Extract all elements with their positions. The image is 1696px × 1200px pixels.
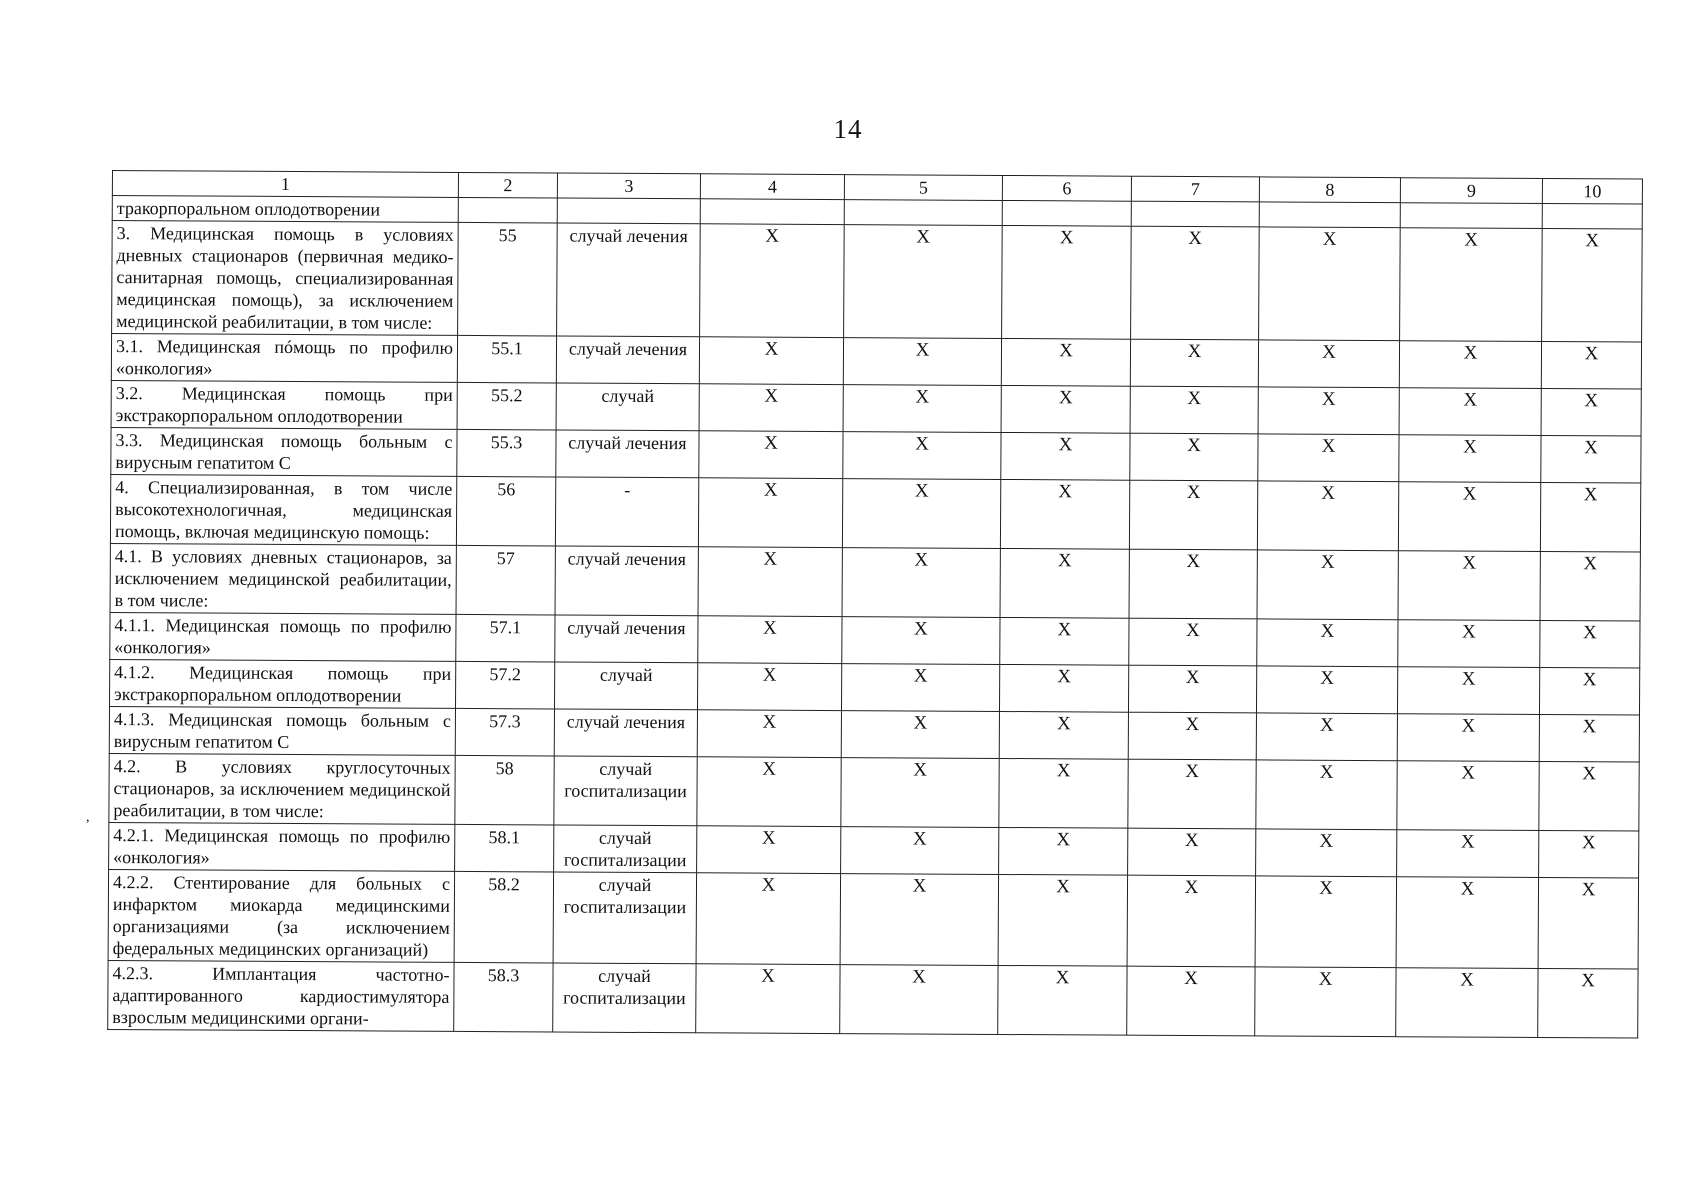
row-value: X bbox=[1256, 713, 1397, 761]
row-value: X bbox=[1002, 225, 1132, 339]
row-value: X bbox=[1397, 830, 1539, 878]
row-code: 55.2 bbox=[457, 382, 556, 430]
row-value: X bbox=[1128, 828, 1256, 876]
row-value: X bbox=[1540, 551, 1640, 621]
row-value: X bbox=[1000, 548, 1129, 618]
row-code: 55.1 bbox=[457, 335, 556, 383]
column-number: 8 bbox=[1259, 177, 1400, 203]
row-value: X bbox=[1130, 386, 1258, 434]
row-value: X bbox=[1130, 433, 1258, 481]
row-name: тракорпоральном оплодотворении bbox=[112, 196, 458, 223]
row-value: X bbox=[697, 826, 841, 874]
row-value: X bbox=[840, 874, 999, 966]
column-number: 3 bbox=[557, 173, 700, 199]
row-name: 3.3. Медицинская помощь больным с вирусным гепатитом С bbox=[111, 427, 457, 476]
data-table bbox=[107, 170, 1643, 1039]
row-unit: случай госпитализации bbox=[553, 963, 696, 1033]
table-row bbox=[110, 612, 1640, 668]
row-value: X bbox=[1399, 435, 1541, 483]
row-value: X bbox=[696, 964, 840, 1034]
column-number: 7 bbox=[1131, 176, 1259, 202]
row-value: X bbox=[1398, 482, 1540, 552]
row-value: X bbox=[1400, 228, 1543, 342]
row-value: X bbox=[1397, 761, 1539, 831]
column-number: 2 bbox=[458, 172, 557, 198]
row-name: 4. Специализированная, в том числе высокотехнологичная, медицинская помощь, включая медицинскую помощь: bbox=[110, 474, 456, 545]
row-value: X bbox=[1000, 617, 1129, 665]
row-unit: случай лечения bbox=[554, 709, 697, 757]
row-value: X bbox=[999, 827, 1128, 875]
row-value bbox=[1002, 200, 1131, 226]
row-value: X bbox=[841, 827, 999, 875]
page-number: 14 bbox=[833, 114, 863, 144]
row-code: 58.3 bbox=[454, 962, 553, 1032]
row-value: X bbox=[1129, 549, 1257, 619]
row-unit: случай лечения bbox=[556, 430, 699, 478]
row-value: X bbox=[1258, 340, 1399, 388]
row-unit bbox=[557, 198, 700, 224]
row-value: X bbox=[1396, 968, 1538, 1038]
row-unit: случай лечения bbox=[556, 336, 699, 384]
row-value bbox=[1259, 202, 1400, 228]
row-value: X bbox=[1001, 338, 1130, 386]
table-row bbox=[111, 380, 1641, 436]
table-row bbox=[110, 543, 1640, 621]
row-value: X bbox=[697, 663, 841, 711]
row-value: X bbox=[1000, 479, 1129, 549]
column-number: 5 bbox=[844, 175, 1002, 201]
row-value: X bbox=[1541, 435, 1641, 483]
row-value: X bbox=[1396, 877, 1539, 969]
row-code: 56 bbox=[456, 476, 555, 546]
table-body bbox=[108, 196, 1643, 1039]
row-unit: случай bbox=[556, 383, 699, 431]
column-number: 1 bbox=[112, 171, 458, 198]
row-value: X bbox=[1399, 388, 1541, 436]
row-value: X bbox=[1129, 618, 1257, 666]
row-code: 57.1 bbox=[456, 614, 555, 662]
row-value: X bbox=[999, 711, 1128, 759]
table-row bbox=[110, 474, 1640, 552]
row-value bbox=[1542, 203, 1642, 229]
row-value: X bbox=[1542, 228, 1643, 342]
row-value: X bbox=[1129, 480, 1257, 550]
row-value: X bbox=[843, 338, 1001, 386]
row-name: 4.2.3. Имплантация частотно-адаптированного кардиостимулятора взрослым медицинскими органи- bbox=[108, 960, 454, 1031]
row-value: X bbox=[700, 224, 845, 338]
row-unit: - bbox=[555, 477, 698, 547]
row-value: X bbox=[1539, 667, 1639, 715]
table-row bbox=[111, 334, 1641, 390]
row-value: X bbox=[843, 432, 1001, 480]
row-value: X bbox=[999, 664, 1128, 712]
row-value: X bbox=[1001, 432, 1130, 480]
row-value: X bbox=[1540, 482, 1640, 552]
row-value: X bbox=[1128, 759, 1256, 829]
row-value: X bbox=[697, 710, 841, 758]
row-code: 55.3 bbox=[457, 429, 556, 477]
row-value: X bbox=[1397, 667, 1539, 715]
row-value: X bbox=[843, 385, 1001, 433]
column-number: 9 bbox=[1400, 178, 1542, 204]
row-value: X bbox=[699, 384, 843, 432]
row-name: 3.1. Медицинская пóмощь по профилю «онкология» bbox=[111, 334, 457, 383]
row-name: 4.2.2. Стентирование для больных с инфарктом миокарда медицинскими организациями (за исключением федеральных медицинских организаций) bbox=[108, 869, 455, 962]
row-value: X bbox=[1538, 968, 1638, 1038]
row-code bbox=[458, 197, 557, 223]
row-value: X bbox=[998, 965, 1127, 1035]
row-value: X bbox=[1255, 876, 1397, 968]
row-value: X bbox=[842, 479, 1000, 549]
row-value: X bbox=[1257, 481, 1398, 551]
row-value bbox=[1131, 201, 1259, 227]
row-name: 3. Медицинская помощь в условиях дневных стационаров (первичная медико-санитарная помощь, специализированная медицинская помощь), за исключением медицинской реабилитации, в том числе: bbox=[112, 221, 459, 336]
row-value: X bbox=[1259, 227, 1401, 341]
row-value: X bbox=[1539, 714, 1639, 762]
row-value bbox=[700, 199, 844, 225]
row-value: X bbox=[1258, 434, 1399, 482]
stray-mark: , bbox=[86, 810, 90, 825]
row-unit: случай лечения bbox=[557, 223, 701, 337]
row-value: X bbox=[1131, 226, 1260, 340]
row-value: X bbox=[1130, 339, 1258, 387]
row-value: X bbox=[1256, 760, 1397, 830]
row-value: X bbox=[696, 873, 841, 965]
row-name: 4.2. В условиях круглосуточных стационаров, за исключением медицинской реабилитации, в том числе: bbox=[109, 753, 455, 824]
row-value: X bbox=[840, 965, 998, 1035]
row-unit: случай госпитализации bbox=[553, 872, 697, 964]
row-name: 4.2.1. Медицинская помощь по профилю «онкология» bbox=[109, 822, 455, 871]
row-value: X bbox=[699, 431, 843, 479]
row-value: X bbox=[841, 664, 999, 712]
row-value: X bbox=[1539, 830, 1639, 878]
row-value bbox=[1400, 203, 1542, 229]
row-value: X bbox=[841, 711, 999, 759]
table-row bbox=[110, 659, 1640, 715]
row-value: X bbox=[1256, 829, 1397, 877]
row-unit: случай лечения bbox=[555, 615, 698, 663]
row-code: 57.3 bbox=[455, 708, 554, 756]
row-value: X bbox=[1539, 761, 1639, 831]
table-row bbox=[109, 706, 1639, 762]
column-number: 6 bbox=[1002, 175, 1131, 201]
table-row bbox=[109, 753, 1639, 831]
row-code: 58.2 bbox=[454, 871, 554, 963]
row-value: X bbox=[1399, 341, 1541, 389]
row-value: X bbox=[1256, 666, 1397, 714]
table-row bbox=[108, 869, 1638, 969]
row-value: X bbox=[1255, 967, 1396, 1037]
row-code: 57.2 bbox=[455, 661, 554, 709]
row-unit: случай госпитализации bbox=[554, 756, 697, 826]
row-value: X bbox=[698, 478, 842, 548]
row-name: 4.1. В условиях дневных стационаров, за исключением медицинской реабилитации, в том числе: bbox=[110, 543, 456, 614]
row-value: X bbox=[842, 548, 1000, 618]
row-unit: случай госпитализации bbox=[554, 825, 697, 873]
row-value: X bbox=[1541, 341, 1641, 389]
row-name: 4.1.3. Медицинская помощь больным с вирусным гепатитом С bbox=[109, 706, 455, 755]
row-value: X bbox=[1258, 387, 1399, 435]
row-name: 4.1.1. Медицинская помощь по профилю «онкология» bbox=[110, 612, 456, 661]
row-value: X bbox=[697, 757, 841, 827]
row-value: X bbox=[1540, 620, 1640, 668]
row-value: X bbox=[698, 616, 842, 664]
row-code: 55 bbox=[458, 222, 558, 336]
row-value: X bbox=[1001, 385, 1130, 433]
row-value: X bbox=[844, 225, 1003, 339]
row-value: X bbox=[1541, 388, 1641, 436]
row-value: X bbox=[1128, 712, 1256, 760]
row-unit: случай лечения bbox=[555, 546, 698, 616]
row-code: 57 bbox=[456, 545, 555, 615]
row-value: X bbox=[1398, 620, 1540, 668]
row-value: X bbox=[1127, 875, 1256, 967]
column-number: 10 bbox=[1542, 178, 1642, 204]
row-value: X bbox=[1257, 550, 1398, 620]
row-value bbox=[844, 200, 1002, 226]
row-value: X bbox=[1538, 877, 1639, 969]
row-unit: случай bbox=[554, 662, 697, 710]
row-value: X bbox=[1398, 551, 1540, 621]
row-value: X bbox=[699, 337, 843, 385]
row-name: 3.2. Медицинская помощь при экстракорпоральном оплодотворении bbox=[111, 380, 457, 429]
table-row bbox=[112, 221, 1643, 343]
row-value: X bbox=[841, 758, 999, 828]
column-number: 4 bbox=[700, 174, 844, 200]
table-row bbox=[109, 822, 1639, 878]
row-value: X bbox=[998, 874, 1128, 966]
row-value: X bbox=[999, 758, 1128, 828]
row-name: 4.1.2. Медицинская помощь при экстракорпоральном оплодотворении bbox=[110, 659, 456, 708]
row-value: X bbox=[1127, 966, 1255, 1036]
row-code: 58.1 bbox=[455, 824, 554, 872]
row-code: 58 bbox=[455, 755, 554, 825]
table-row bbox=[108, 960, 1638, 1038]
row-value: X bbox=[1397, 714, 1539, 762]
row-value: X bbox=[842, 617, 1000, 665]
row-value: X bbox=[1128, 665, 1256, 713]
row-value: X bbox=[1257, 619, 1398, 667]
table-row bbox=[111, 427, 1641, 483]
row-value: X bbox=[698, 547, 842, 617]
